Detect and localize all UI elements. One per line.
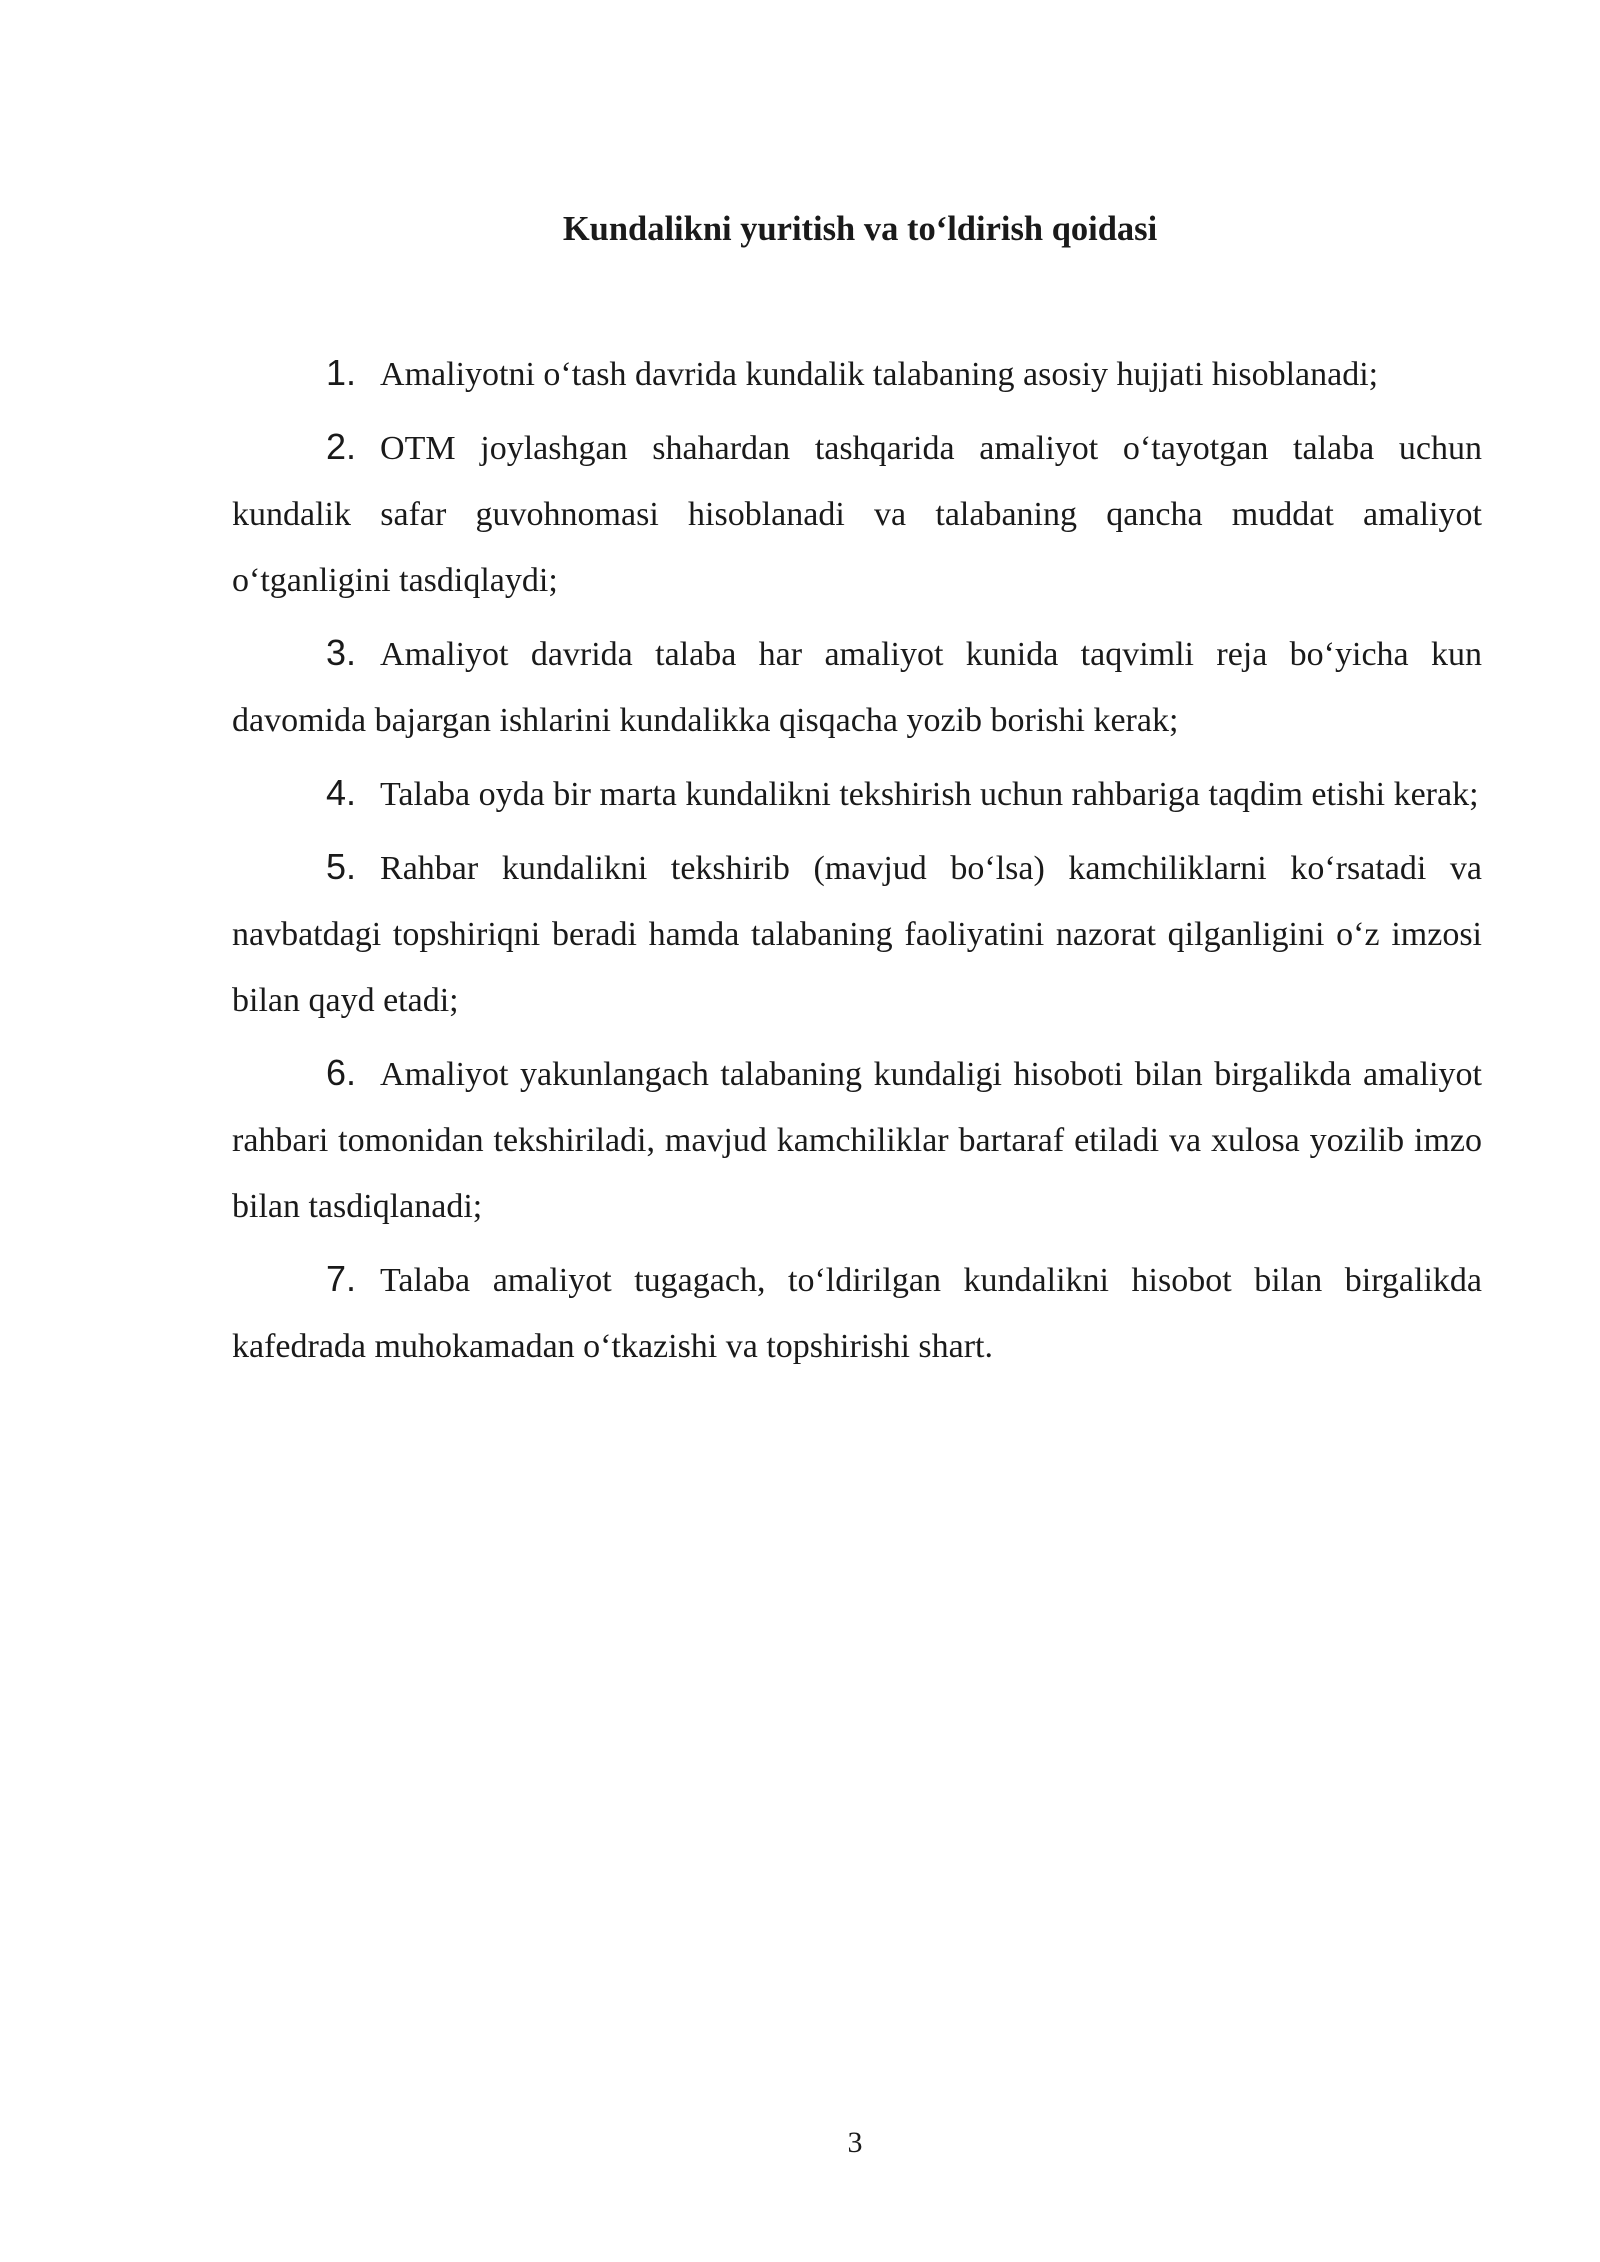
item-number: 5. [326,846,357,887]
list-item [232,1040,1482,1240]
item-text: Talaba oyda bir marta kundalikni tekshirish uchun rahbariga taqdim etishi kerak; [380,776,1479,813]
item-number: 7. [326,1258,357,1299]
item-text: Talaba amaliyot tugagach, to‘ldirilgan kundalikni hisobot bilan birgalikda kafedrada muhokamadan o‘tkazishi va topshirishi shart. [232,1262,1482,1365]
item-text: Amaliyot davrida talaba har amaliyot kunida taqvimli reja bo‘yicha kun davomida bajargan ishlarini kundalikka qisqacha yozib borishi kerak; [232,636,1482,739]
list-item [232,1246,1482,1380]
item-number: 1. [326,352,357,393]
list-item [232,340,1482,408]
item-number: 6. [326,1052,357,1093]
list-item [232,760,1482,828]
list-item [232,620,1482,754]
item-text: Amaliyotni o‘tash davrida kundalik talabaning asosiy hujjati hisoblanadi; [380,356,1379,393]
item-text: Rahbar kundalikni tekshirib (mavjud bo‘lsa) kamchiliklarni ko‘rsatadi va navbatdagi topshiriqni beradi hamda talabaning faoliyatini nazorat qilganligini o‘z imzosi bilan qayd etadi; [232,850,1482,1019]
page-title: Kundalikni yuritish va to‘ldirish qoidasi [562,210,1158,248]
item-text: OTM joylashgan shahardan tashqarida amaliyot o‘tayotgan talaba uchun kundalik safar guvohnomasi hisoblanadi va talabaning qancha muddat amaliyot o‘tganligini tasdiqlaydi; [232,430,1482,599]
item-number: 3. [326,632,357,673]
item-number: 4. [326,772,357,813]
item-number: 2. [326,426,357,467]
item-text: Amaliyot yakunlangach talabaning kundaligi hisoboti bilan birgalikda amaliyot rahbari tomonidan tekshiriladi, mavjud kamchiliklar bartaraf etiladi va xulosa yozilib imzo bilan tasdiqlanadi; [232,1056,1482,1225]
rules-list [232,340,1482,1386]
list-item [232,414,1482,614]
list-item [232,834,1482,1034]
page-number: 3 [847,2126,863,2159]
